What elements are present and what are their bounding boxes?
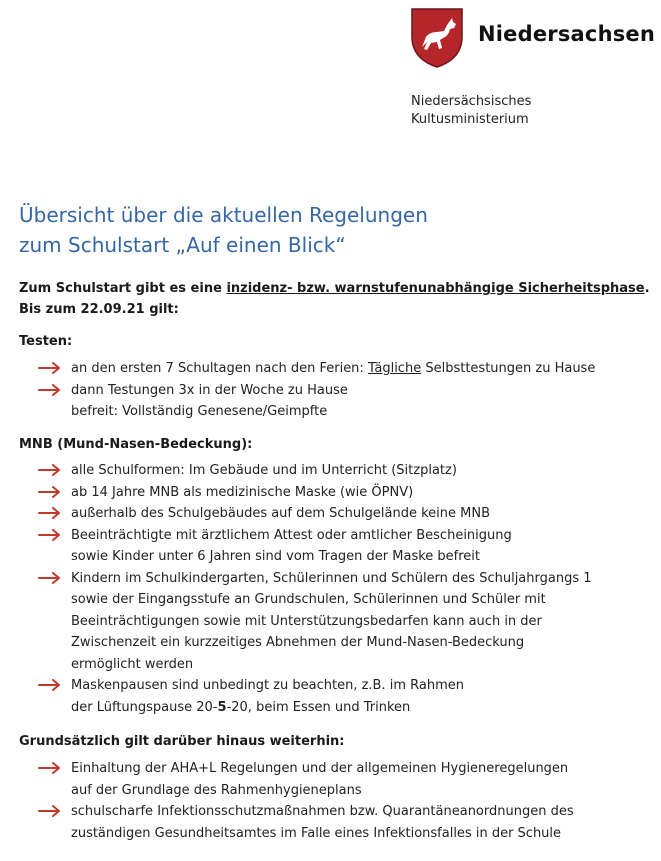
section-heading-mnb: MNB (Mund-Nasen-Bedeckung): <box>19 437 253 452</box>
arrow-right-icon <box>38 529 62 541</box>
list-item <box>38 758 574 801</box>
exemption-note: befreit: Vollständig Genesene/Geimpfte <box>71 404 328 419</box>
item-text: Beeinträchtigte mit ärztlichem Attest oder amtlicher Bescheinigung <box>71 527 512 543</box>
item-text: Kindern im Schulkindergarten, Schülerinnen und Schülern des Schuljahrgangs 1 <box>71 570 592 586</box>
ministry-line-2: Kultusministerium <box>411 112 529 127</box>
intro-line-2: Bis zum 22.09.21 gilt: <box>19 302 179 317</box>
item-text: außerhalb des Schulgebäudes auf dem Schulgelände keine MNB <box>71 506 491 521</box>
item-text: an den ersten 7 Schultagen nach den Ferien: <box>71 361 368 376</box>
item-text: Zwischenzeit ein kurzzeitiges Abnehmen der Mund-Nasen-Bedeckung <box>71 635 525 650</box>
arrow-right-icon <box>38 384 62 396</box>
item-text: Selbsttestungen zu Hause <box>421 361 596 376</box>
intro-part-2: . <box>644 281 650 296</box>
arrow-right-icon <box>38 572 62 584</box>
item-text: ab 14 Jahre MNB als medizinische Maske (wie ÖPNV) <box>71 484 414 500</box>
item-bold: 5 <box>217 699 227 715</box>
item-text: Maskenpausen sind unbedingt zu beachten, z.B. im Rahmen <box>71 678 464 693</box>
horse-crest-icon <box>410 7 464 69</box>
item-text: dann Testungen 3x in der Woche zu Hause <box>71 382 348 398</box>
item-text: zuständigen Gesundheitsamtes im Falle eines Infektionsfalles in der Schule <box>71 825 562 841</box>
list-item <box>38 675 592 718</box>
brand-name: Niedersachsen <box>478 22 656 46</box>
item-text: sowie der Eingangsstufe an Grundschulen, Schülerinnen und Schüler mit <box>71 592 546 607</box>
item-text: ermöglicht werden <box>71 656 194 672</box>
arrow-right-icon <box>38 507 62 519</box>
intro-underlined: inzidenz- bzw. warnstufenunabhängige Sicherheitsphase <box>226 281 645 296</box>
arrow-right-icon <box>38 464 62 476</box>
list-item <box>38 568 592 676</box>
arrow-right-icon <box>38 679 62 691</box>
list-item <box>38 503 592 525</box>
document-header <box>0 0 661 140</box>
list-item <box>38 460 592 482</box>
intro-part-1: Zum Schulstart gibt es eine <box>19 281 227 296</box>
testen-list <box>38 358 595 423</box>
list-item <box>38 525 592 568</box>
mnb-list <box>38 460 592 718</box>
intro-line-1 <box>19 278 650 299</box>
item-text: Beeinträchtigungen sowie mit Unterstützungsbedarfen kann auch in der <box>71 613 542 629</box>
page-title <box>19 200 428 260</box>
item-text: schulscharfe Infektionsschutzmaßnahmen bzw. Quarantäneanordnungen des <box>71 804 574 819</box>
ministry-name <box>411 93 531 129</box>
item-text: alle Schulformen: Im Gebäude und im Unterricht (Sitzplatz) <box>71 463 457 478</box>
general-list <box>38 758 574 844</box>
list-item <box>38 801 574 844</box>
arrow-right-icon <box>38 486 62 498</box>
list-item <box>38 482 592 504</box>
item-text: Einhaltung der AHA+L Regelungen und der allgemeinen Hygieneregelungen <box>71 761 569 776</box>
arrow-right-icon <box>38 762 62 774</box>
arrow-right-icon <box>38 805 62 817</box>
arrow-right-icon <box>38 362 62 374</box>
intro-text <box>19 278 650 320</box>
item-text: der Lüftungspause 20- <box>71 699 218 715</box>
title-line-2: zum Schulstart „Auf einen Blick“ <box>19 233 346 257</box>
item-text: sowie Kinder unter 6 Jahren sind vom Tragen der Maske befreit <box>71 549 481 564</box>
ministry-line-1: Niedersächsisches <box>411 94 532 109</box>
item-text: -20, beim Essen und Trinken <box>226 699 411 715</box>
item-underlined: Tägliche <box>367 361 422 376</box>
list-item <box>38 358 595 380</box>
item-text: auf der Grundlage des Rahmenhygieneplans <box>71 782 362 798</box>
section-heading-general: Grundsätzlich gilt darüber hinaus weiterhin: <box>19 734 345 749</box>
section-heading-testen: Testen: <box>19 334 73 349</box>
title-line-1: Übersicht über die aktuellen Regelungen <box>19 203 428 227</box>
list-item <box>38 380 595 402</box>
